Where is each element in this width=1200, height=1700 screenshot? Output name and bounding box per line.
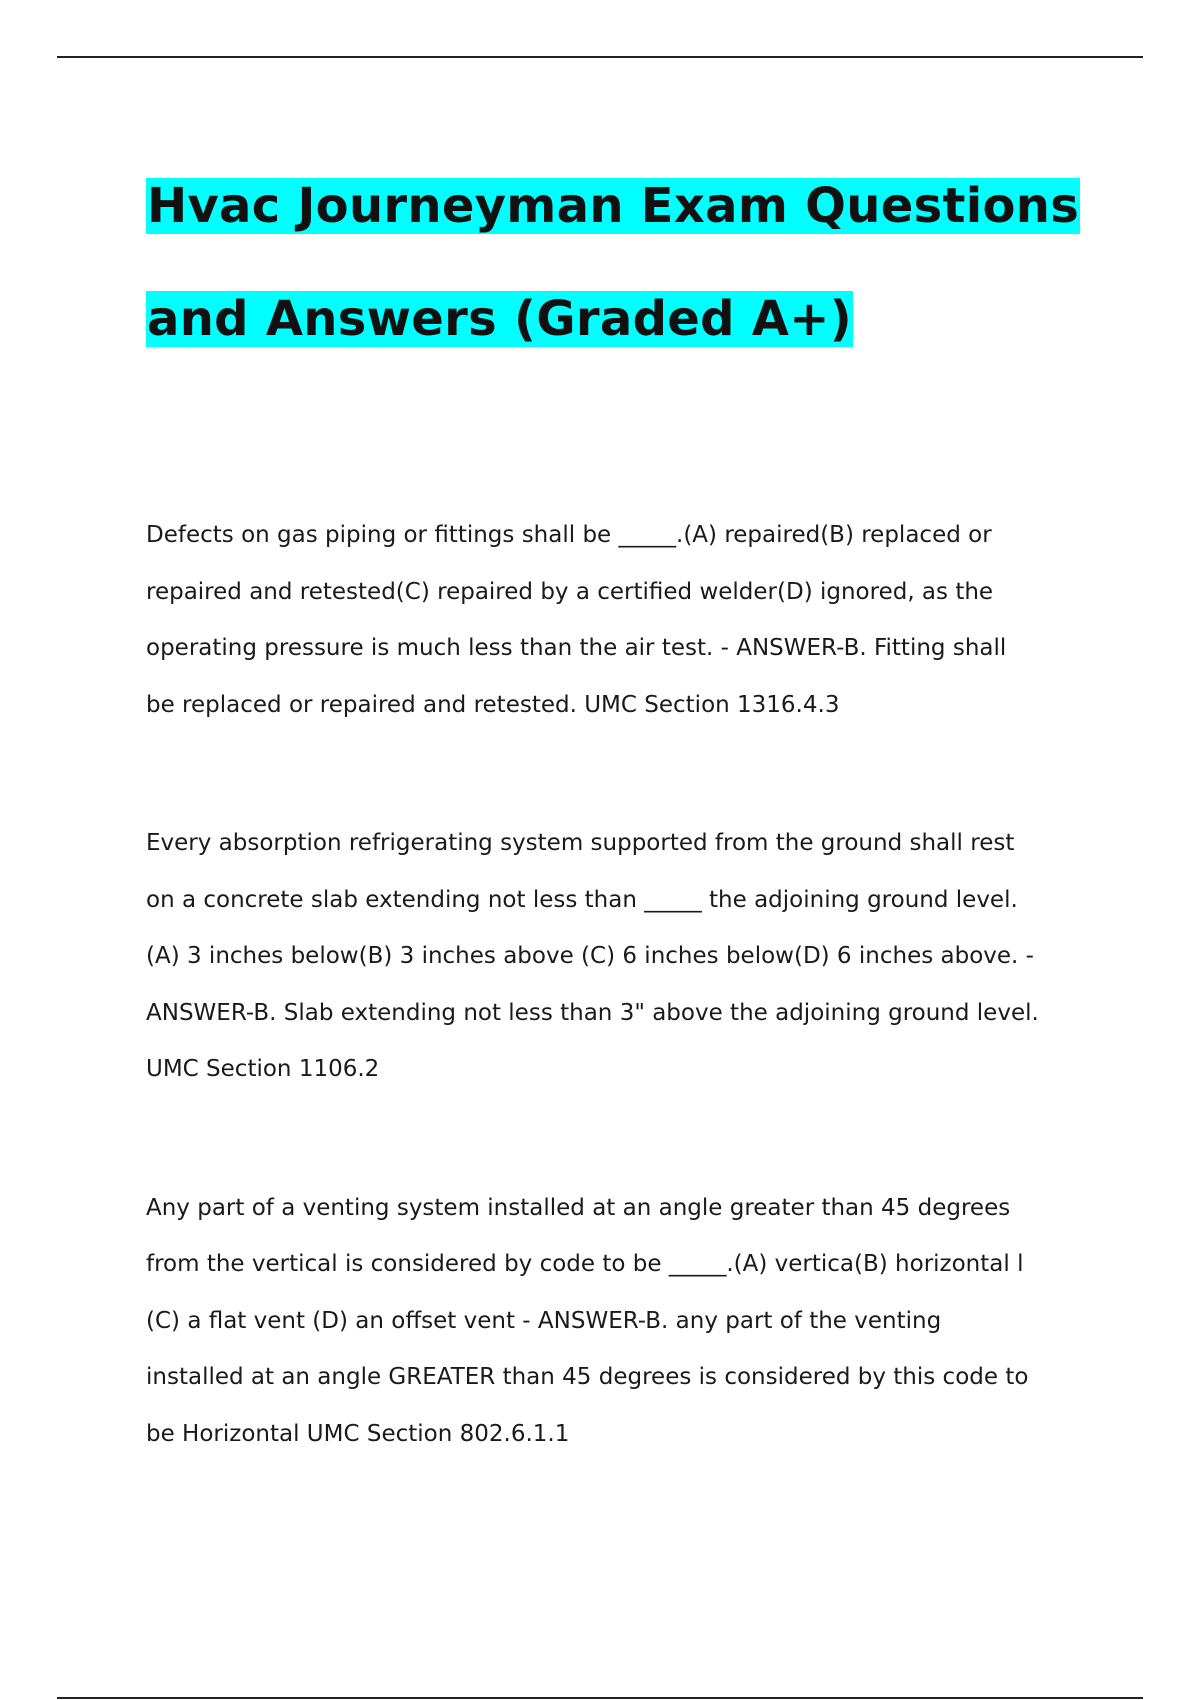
document-title [146,150,1096,376]
top-rule [57,56,1143,58]
question-1-line: operating pressure is much less than the air test. - ANSWER-B. Fitting shall [146,635,1007,661]
title-line-1: Hvac Journeyman Exam Questions [147,178,1080,234]
question-3-line: installed at an angle GREATER than 45 degrees is considered by this code to [146,1364,1029,1390]
document-body [146,150,1096,1462]
title-line-2: and Answers (Graded A+) [147,291,852,347]
question-2-line: ANSWER-B. Slab extending not less than 3" above the adjoining ground level. [146,999,1039,1026]
question-3-line: be Horizontal UMC Section 802.6.1.1 [146,1420,570,1447]
question-1-line: be replaced or repaired and retested. UMC Section 1316.4.3 [146,691,840,718]
question-2-line: Every absorption refrigerating system supported from the ground shall rest [146,830,1015,856]
question-3-line: (C) a flat vent (D) an offset vent - ANSWER-B. any part of the venting [146,1307,942,1334]
question-3-line: Any part of a venting system installed at an angle greater than 45 degrees [146,1194,1011,1221]
question-1 [146,507,1096,733]
bottom-rule [57,1697,1143,1699]
question-2 [146,815,1096,1098]
question-1-line: repaired and retested(C) repaired by a certified welder(D) ignored, as the [146,578,994,605]
question-2-line: on a concrete slab extending not less than _____ the adjoining ground level. [146,886,1018,913]
question-3-line: from the vertical is considered by code to be _____.(A) vertica(B) horizontal l [146,1251,1024,1277]
question-2-line: UMC Section 1106.2 [146,1056,380,1082]
question-3 [146,1180,1096,1463]
question-1-line: Defects on gas piping or fittings shall be _____.(A) repaired(B) replaced or [146,522,992,548]
question-2-line: (A) 3 inches below(B) 3 inches above (C) 6 inches below(D) 6 inches above. - [146,943,1034,969]
